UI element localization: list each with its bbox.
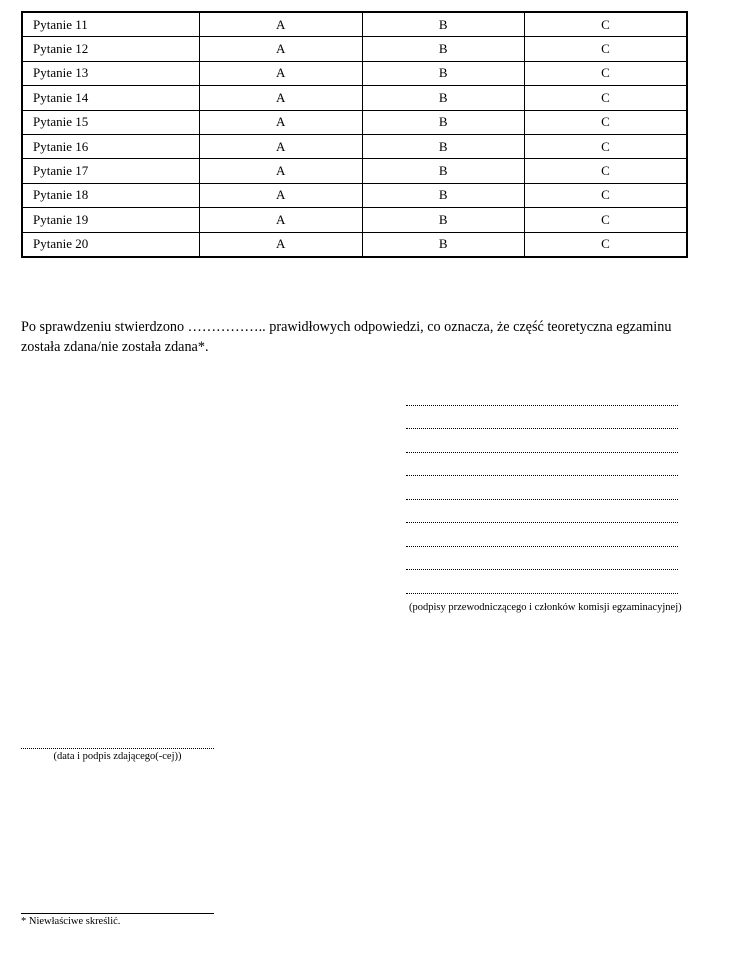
answer-option[interactable]: B [362, 134, 525, 158]
answer-option[interactable]: A [200, 183, 363, 207]
question-label: Pytanie 19 [22, 208, 200, 232]
answer-option[interactable]: B [362, 159, 525, 183]
candidate-signature-line [21, 748, 214, 749]
answer-option[interactable]: C [525, 61, 688, 85]
answer-option[interactable]: B [362, 208, 525, 232]
answer-row [22, 110, 687, 134]
commission-signature-caption: (podpisy przewodniczącego i członków komisji egzaminacyjnej) [409, 602, 682, 613]
commission-signature-line [406, 546, 678, 547]
question-label: Pytanie 15 [22, 110, 200, 134]
answer-option[interactable]: B [362, 37, 525, 61]
question-label: Pytanie 16 [22, 134, 200, 158]
answer-option[interactable]: A [200, 86, 363, 110]
answer-option[interactable]: A [200, 110, 363, 134]
result-statement-line-1: Po sprawdzeniu stwierdzono …………….. prawidłowych odpowiedzi, co oznacza, że część teoretyczna egzaminu [21, 319, 672, 335]
result-statement-line-2: została zdana/nie została zdana*. [21, 339, 209, 355]
commission-signature-line [406, 593, 678, 594]
answer-row [22, 159, 687, 183]
answer-option[interactable]: C [525, 12, 688, 37]
question-label: Pytanie 12 [22, 37, 200, 61]
answer-option[interactable]: A [200, 159, 363, 183]
question-label: Pytanie 11 [22, 12, 200, 37]
answer-row [22, 61, 687, 85]
answer-row [22, 12, 687, 37]
answer-option[interactable]: B [362, 86, 525, 110]
answer-option[interactable]: A [200, 37, 363, 61]
answer-option[interactable]: B [362, 12, 525, 37]
answer-option[interactable]: C [525, 134, 688, 158]
answer-option[interactable]: A [200, 61, 363, 85]
footnote-rule [21, 913, 214, 914]
answer-option[interactable]: A [200, 134, 363, 158]
answer-option[interactable]: C [525, 110, 688, 134]
answer-option[interactable]: C [525, 159, 688, 183]
commission-signature-line [406, 452, 678, 453]
answer-row [22, 37, 687, 61]
commission-signature-line [406, 405, 678, 406]
question-label: Pytanie 20 [22, 232, 200, 257]
answer-option[interactable]: C [525, 86, 688, 110]
commission-signature-line [406, 499, 678, 500]
answer-option[interactable]: A [200, 12, 363, 37]
question-label: Pytanie 14 [22, 86, 200, 110]
answers-table [21, 11, 688, 258]
candidate-signature-caption: (data i podpis zdającego(-cej)) [53, 751, 182, 762]
commission-signature-line [406, 475, 678, 476]
result-statement [21, 317, 711, 357]
question-label: Pytanie 17 [22, 159, 200, 183]
answer-option[interactable]: C [525, 208, 688, 232]
answer-option[interactable]: B [362, 183, 525, 207]
answer-option[interactable]: C [525, 37, 688, 61]
commission-signature-line [406, 522, 678, 523]
question-label: Pytanie 18 [22, 183, 200, 207]
answer-option[interactable]: A [200, 232, 363, 257]
answer-row [22, 183, 687, 207]
answer-row [22, 86, 687, 110]
answer-row [22, 208, 687, 232]
answer-option[interactable]: B [362, 110, 525, 134]
answer-option[interactable]: C [525, 183, 688, 207]
answer-option[interactable]: C [525, 232, 688, 257]
answer-row [22, 134, 687, 158]
question-label: Pytanie 13 [22, 61, 200, 85]
footnote: * Niewłaściwe skreślić. [21, 916, 121, 927]
answer-option[interactable]: B [362, 61, 525, 85]
answer-option[interactable]: A [200, 208, 363, 232]
commission-signature-line [406, 428, 678, 429]
answer-row [22, 232, 687, 257]
answer-option[interactable]: B [362, 232, 525, 257]
commission-signature-line [406, 569, 678, 570]
answers-table-body [22, 12, 687, 257]
